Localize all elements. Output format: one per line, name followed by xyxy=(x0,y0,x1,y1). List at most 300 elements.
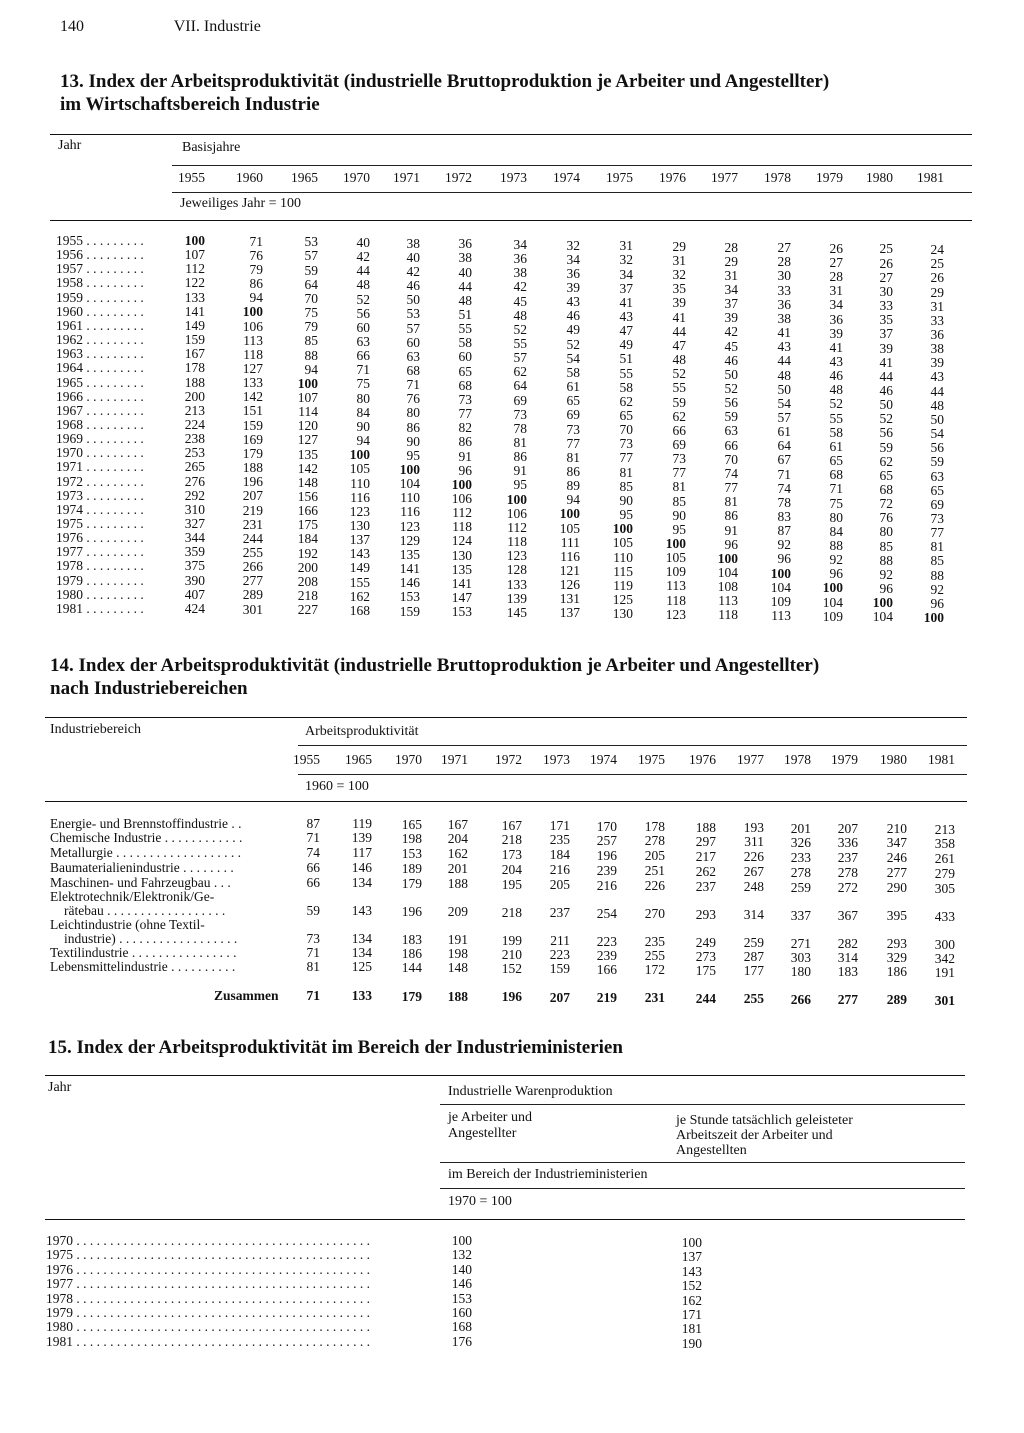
table-cell: 78 xyxy=(777,494,791,510)
table-cell: 81 xyxy=(566,449,580,465)
total-label: Zusammen xyxy=(214,988,279,1003)
table-cell: 326 xyxy=(790,834,811,850)
table-cell: 69 xyxy=(930,496,944,512)
table-cell: 238 xyxy=(184,431,205,447)
table-cell: 37 xyxy=(724,296,738,312)
table-cell: 56 xyxy=(930,440,944,456)
table-cell: 87 xyxy=(777,523,791,539)
table-cell: 79 xyxy=(249,261,263,277)
col-a-cell: 160 xyxy=(451,1305,472,1320)
table-cell: 66 xyxy=(672,422,686,438)
table-cell: 123 xyxy=(349,503,370,519)
industry-label: rätebau . . . . . . . . . . . . . . . . . . xyxy=(64,903,226,918)
table14-base-note: 1960 = 100 xyxy=(305,779,369,794)
table-cell: 301 xyxy=(242,601,263,617)
table-cell: 314 xyxy=(837,949,858,965)
table-cell: 77 xyxy=(619,450,633,466)
table-cell: 211 xyxy=(550,933,570,949)
table-row-year: 1961 . . . . . . . . . xyxy=(56,317,144,333)
table-cell: 34 xyxy=(513,236,527,252)
table-cell: 276 xyxy=(184,473,205,489)
table-row-year: 1959 . . . . . . . . . xyxy=(56,289,144,305)
table-cell: 26 xyxy=(930,270,944,286)
table-cell: 80 xyxy=(829,509,843,525)
table-cell: 227 xyxy=(297,602,318,618)
table-cell: 30 xyxy=(777,268,791,284)
base-year-header: 1977 xyxy=(711,170,738,185)
table-cell: 134 xyxy=(351,945,372,961)
industry-label: Energie- und Brennstoffindustrie . . xyxy=(50,816,242,831)
table-cell: 186 xyxy=(401,945,422,961)
table-cell: 218 xyxy=(501,831,522,847)
table-cell: 196 xyxy=(242,474,263,490)
table-cell: 224 xyxy=(184,416,205,432)
table-cell: 287 xyxy=(743,949,764,965)
table-cell: 168 xyxy=(349,602,370,618)
table-cell: 105 xyxy=(349,461,370,477)
table-cell: 36 xyxy=(930,327,944,342)
table-cell: 29 xyxy=(672,238,686,254)
table-row-year: 1973 . . . . . . . . . xyxy=(56,487,144,503)
year-header: 1980 xyxy=(880,752,907,767)
industry-label: Chemische Industrie . . . . . . . . . . . . xyxy=(50,830,243,845)
table-cell: 80 xyxy=(356,390,370,406)
table-cell: 266 xyxy=(242,559,263,575)
table-cell: 66 xyxy=(724,437,738,453)
table-cell: 39 xyxy=(566,280,580,295)
table15-header-bottom-rule xyxy=(45,1219,965,1220)
table-cell: 77 xyxy=(458,406,472,422)
table-cell: 77 xyxy=(672,465,686,481)
table-row-year: 1955 . . . . . . . . . xyxy=(56,233,144,248)
table-cell: 65 xyxy=(458,363,472,379)
table-cell: 70 xyxy=(304,290,318,306)
table-cell: 62 xyxy=(879,453,893,469)
table-cell: 216 xyxy=(549,862,570,878)
table-cell: 88 xyxy=(829,537,843,553)
table-cell: 60 xyxy=(458,349,472,365)
table-cell: 49 xyxy=(619,337,633,353)
table-row-year: 1964 . . . . . . . . . xyxy=(56,360,144,376)
year-header: 1955 xyxy=(293,752,320,767)
total-cell: 207 xyxy=(549,989,570,1005)
table-cell: 433 xyxy=(934,908,955,924)
table-cell: 100 xyxy=(184,233,205,248)
table-cell: 257 xyxy=(596,832,617,848)
table-cell: 65 xyxy=(566,393,580,409)
table15-top-rule xyxy=(45,1075,965,1076)
table-cell: 88 xyxy=(304,347,318,363)
table-cell: 27 xyxy=(829,254,843,270)
table-cell: 85 xyxy=(304,333,318,349)
table-cell: 137 xyxy=(349,532,370,548)
table-cell: 188 xyxy=(695,819,716,835)
table-cell: 219 xyxy=(242,502,263,518)
table-cell: 233 xyxy=(790,849,811,865)
table-cell: 104 xyxy=(717,564,738,580)
table-cell: 56 xyxy=(724,395,738,411)
table-cell: 90 xyxy=(406,433,420,449)
table-cell: 106 xyxy=(451,490,472,506)
table-cell: 36 xyxy=(458,236,472,252)
table-cell: 259 xyxy=(790,879,811,895)
table-cell: 41 xyxy=(829,339,843,355)
table-cell: 56 xyxy=(356,305,370,321)
year-header: 1981 xyxy=(928,752,955,767)
table-row-year: 1974 . . . . . . . . . xyxy=(56,501,144,517)
chapter-title: VII. Industrie xyxy=(173,18,261,35)
total-cell: 277 xyxy=(837,991,858,1007)
table-cell: 82 xyxy=(458,420,472,436)
industry-label: Elektrotechnik/Elektronik/Ge- xyxy=(50,889,215,904)
table-cell: 52 xyxy=(513,321,527,337)
table-cell: 89 xyxy=(566,478,580,494)
col-a-cell: 132 xyxy=(451,1247,472,1263)
table-cell: 25 xyxy=(879,241,893,257)
table-cell: 193 xyxy=(743,820,764,836)
table-cell: 170 xyxy=(596,818,617,834)
table-cell: 127 xyxy=(242,361,263,376)
table-cell: 73 xyxy=(513,406,527,422)
table-cell: 55 xyxy=(619,365,633,381)
table-cell: 47 xyxy=(672,337,686,353)
table-cell: 424 xyxy=(184,600,205,616)
table15-area-note: im Bereich der Industrieministerien xyxy=(448,1167,648,1182)
table-cell: 278 xyxy=(644,833,665,849)
table-cell: 143 xyxy=(351,903,372,919)
table-cell: 40 xyxy=(458,264,472,280)
table-row-year: 1981 . . . . . . . . . xyxy=(56,600,144,616)
table-cell: 46 xyxy=(829,368,843,384)
total-cell: 179 xyxy=(401,988,422,1004)
year-header: 1965 xyxy=(345,752,372,767)
table-cell: 188 xyxy=(242,460,263,476)
table-cell: 30 xyxy=(879,283,893,299)
table-cell: 73 xyxy=(566,421,580,437)
table-cell: 92 xyxy=(777,537,791,553)
table-cell: 67 xyxy=(777,452,791,468)
table-cell: 73 xyxy=(672,451,686,467)
table-cell: 35 xyxy=(879,312,893,328)
table-row-year: 1978 . . . . . . . . . xyxy=(56,558,144,574)
table-cell: 110 xyxy=(400,490,420,506)
table-cell: 28 xyxy=(829,269,843,285)
table15-title: 15. Index der Arbeitsproduktivität im Bereich der Industrieministerien xyxy=(48,1037,623,1058)
table-cell: 195 xyxy=(501,876,522,892)
table-cell: 65 xyxy=(619,408,633,423)
table-cell: 51 xyxy=(619,351,633,367)
total-cell: 301 xyxy=(934,992,955,1008)
table-cell: 117 xyxy=(352,845,372,861)
total-cell: 231 xyxy=(644,990,665,1006)
table-cell: 105 xyxy=(612,535,633,551)
table-cell: 52 xyxy=(566,336,580,352)
col-a-cell: 140 xyxy=(451,1261,472,1277)
table-cell: 131 xyxy=(559,591,580,607)
table-cell: 78 xyxy=(513,420,527,436)
table-cell: 36 xyxy=(829,311,843,327)
table-cell: 130 xyxy=(349,517,370,533)
table-cell: 46 xyxy=(724,352,738,368)
table-cell: 58 xyxy=(829,424,843,440)
table-cell: 39 xyxy=(829,325,843,341)
table-cell: 271 xyxy=(790,935,811,951)
table-cell: 145 xyxy=(506,604,527,620)
table-cell: 46 xyxy=(406,278,420,294)
table-cell: 42 xyxy=(356,249,370,265)
table-cell: 135 xyxy=(297,446,318,462)
table-cell: 41 xyxy=(672,309,686,325)
total-cell: 196 xyxy=(501,989,522,1005)
table-cell: 148 xyxy=(447,960,468,976)
table-cell: 74 xyxy=(777,480,791,496)
table-cell: 128 xyxy=(506,562,527,578)
total-cell: 219 xyxy=(596,990,617,1006)
table-cell: 38 xyxy=(406,235,420,251)
table-cell: 70 xyxy=(724,451,738,467)
table-cell: 110 xyxy=(613,549,633,565)
table-cell: 293 xyxy=(886,936,907,952)
table-cell: 191 xyxy=(934,964,955,980)
table-cell: 38 xyxy=(777,310,791,326)
table-cell: 146 xyxy=(399,575,420,591)
table-cell: 159 xyxy=(549,961,570,977)
table-cell: 51 xyxy=(458,307,472,322)
industry-label: Baumaterialienindustrie . . . . . . . . xyxy=(50,860,234,875)
table-cell: 204 xyxy=(447,831,468,847)
table-cell: 38 xyxy=(513,265,527,281)
table-cell: 153 xyxy=(401,845,422,861)
table-cell: 95 xyxy=(513,477,527,493)
table-cell: 63 xyxy=(930,468,944,484)
table-cell: 59 xyxy=(724,409,738,425)
table-cell: 31 xyxy=(724,267,738,283)
table-cell: 119 xyxy=(352,816,372,832)
base-year-header: 1970 xyxy=(343,170,370,185)
table-row-year: 1970 . . . . . . . . . xyxy=(56,445,144,461)
table-cell: 151 xyxy=(242,403,263,419)
base-year-header: 1971 xyxy=(393,170,420,185)
table-cell: 231 xyxy=(242,516,263,532)
table-cell: 267 xyxy=(743,864,764,880)
table-row-year: 1968 . . . . . . . . . xyxy=(56,416,144,432)
table-cell: 86 xyxy=(724,508,738,524)
table-cell: 139 xyxy=(506,590,527,606)
year-header: 1978 xyxy=(784,752,811,767)
table-cell: 74 xyxy=(306,845,320,860)
table-cell: 39 xyxy=(879,340,893,356)
table-cell: 63 xyxy=(356,334,370,349)
table-cell: 76 xyxy=(879,510,893,526)
table-cell: 77 xyxy=(930,525,944,541)
base-year-header: 1978 xyxy=(764,170,791,185)
table-cell: 188 xyxy=(184,374,205,390)
table-cell: 153 xyxy=(451,604,472,620)
table-cell: 137 xyxy=(559,605,580,621)
table-cell: 43 xyxy=(930,369,944,385)
table-row-year: 1980 . . . . . . . . . . . . . . . . . . . . . . . . . . . . . . . . . . . . . . . . . . . . xyxy=(46,1319,370,1335)
table-cell: 70 xyxy=(619,422,633,438)
col-b-cell: 190 xyxy=(681,1335,702,1351)
table-cell: 107 xyxy=(184,247,205,263)
col-b-cell: 162 xyxy=(681,1292,702,1308)
table-cell: 113 xyxy=(666,578,686,594)
table-cell: 407 xyxy=(184,586,205,602)
table-cell: 34 xyxy=(566,251,580,267)
table-cell: 347 xyxy=(886,835,907,851)
year-header: 1977 xyxy=(737,752,764,767)
table14-top-rule xyxy=(45,717,967,718)
table-cell: 75 xyxy=(356,376,370,392)
table-cell: 278 xyxy=(790,864,811,880)
table-cell: 52 xyxy=(672,366,686,382)
table-row-year: 1976 . . . . . . . . . . . . . . . . . . . . . . . . . . . . . . . . . . . . . . . . . . . . xyxy=(46,1261,370,1277)
table-cell: 116 xyxy=(560,548,580,564)
base-year-header: 1973 xyxy=(500,170,527,185)
table-cell: 86 xyxy=(249,276,263,292)
table-cell: 100 xyxy=(923,610,944,625)
table-cell: 81 xyxy=(724,494,738,510)
table-cell: 65 xyxy=(930,482,944,498)
table-cell: 50 xyxy=(930,411,944,427)
table-cell: 106 xyxy=(242,318,263,334)
table-cell: 44 xyxy=(879,368,893,384)
table-cell: 201 xyxy=(447,861,468,877)
table-row-year: 1965 . . . . . . . . . xyxy=(56,374,144,390)
table-cell: 45 xyxy=(724,338,738,354)
table-cell: 36 xyxy=(513,251,527,267)
table-cell: 311 xyxy=(744,834,764,850)
table-cell: 119 xyxy=(613,577,633,593)
table-cell: 108 xyxy=(717,579,738,595)
industry-label: Lebensmittelindustrie . . . . . . . . . . xyxy=(50,959,236,974)
table-cell: 100 xyxy=(242,304,263,320)
table-cell: 61 xyxy=(829,438,843,454)
table-cell: 253 xyxy=(184,445,205,461)
base-year-header: 1974 xyxy=(553,170,580,185)
table-cell: 54 xyxy=(777,395,791,411)
table-cell: 159 xyxy=(242,417,263,433)
table-cell: 121 xyxy=(559,563,580,578)
table-cell: 33 xyxy=(930,312,944,328)
table-cell: 33 xyxy=(777,282,791,298)
table-cell: 96 xyxy=(777,551,791,567)
table-cell: 71 xyxy=(356,362,370,378)
base-year-header: 1955 xyxy=(178,170,205,185)
table-cell: 344 xyxy=(184,530,205,546)
table-cell: 200 xyxy=(184,388,205,404)
base-year-header: 1981 xyxy=(917,170,944,185)
table-cell: 48 xyxy=(356,277,370,293)
table-cell: 80 xyxy=(879,524,893,540)
table-cell: 305 xyxy=(934,880,955,896)
table15-rule-3 xyxy=(440,1162,965,1163)
table-cell: 53 xyxy=(406,306,420,322)
base-year-header: 1979 xyxy=(816,170,843,185)
table-cell: 71 xyxy=(306,945,320,960)
table-cell: 84 xyxy=(356,404,370,420)
table15-year-header: Jahr xyxy=(48,1080,72,1095)
table-cell: 106 xyxy=(506,505,527,521)
table-cell: 48 xyxy=(829,382,843,398)
table-cell: 44 xyxy=(777,353,791,369)
table-cell: 32 xyxy=(672,267,686,283)
table-cell: 213 xyxy=(184,402,205,418)
table-cell: 81 xyxy=(306,959,320,974)
col-b-cell: 137 xyxy=(681,1249,702,1265)
table-cell: 244 xyxy=(242,530,263,546)
table-cell: 104 xyxy=(822,594,843,610)
table-cell: 85 xyxy=(619,478,633,494)
table-row-year: 1971 . . . . . . . . . xyxy=(56,459,144,475)
table-cell: 95 xyxy=(619,507,633,523)
industry-label: Maschinen- und Fahrzeugbau . . . xyxy=(50,875,231,890)
table-cell: 55 xyxy=(672,380,686,396)
table-row-year: 1977 . . . . . . . . . . . . . . . . . . . . . . . . . . . . . . . . . . . . . . . . . . . . xyxy=(46,1276,370,1292)
table-cell: 265 xyxy=(184,459,205,475)
table-cell: 336 xyxy=(837,834,858,850)
table-cell: 85 xyxy=(879,538,893,554)
table-cell: 56 xyxy=(879,425,893,441)
table-cell: 210 xyxy=(886,821,907,837)
table-cell: 186 xyxy=(886,964,907,980)
table-row-year: 1960 . . . . . . . . . xyxy=(56,303,144,319)
table-cell: 50 xyxy=(406,292,420,308)
table-cell: 35 xyxy=(672,281,686,297)
table13-year-header: Jahr xyxy=(58,138,82,153)
table-cell: 58 xyxy=(566,364,580,380)
table-cell: 88 xyxy=(879,552,893,568)
table13-header-bottom-rule xyxy=(50,220,972,221)
table-cell: 149 xyxy=(184,317,205,333)
table-cell: 395 xyxy=(886,908,907,924)
table-cell: 207 xyxy=(837,820,858,836)
table-cell: 259 xyxy=(743,935,764,951)
table-cell: 116 xyxy=(350,489,370,505)
table-row-year: 1975 . . . . . . . . . . . . . . . . . . . . . . . . . . . . . . . . . . . . . . . . . . . . xyxy=(46,1247,370,1263)
table-cell: 64 xyxy=(513,378,527,394)
table-row-year: 1972 . . . . . . . . . xyxy=(56,473,144,489)
table-cell: 43 xyxy=(777,339,791,355)
table-row-year: 1970 . . . . . . . . . . . . . . . . . . . . . . . . . . . . . . . . . . . . . . . . . . . . xyxy=(46,1233,370,1248)
table-cell: 152 xyxy=(501,960,522,976)
table-cell: 27 xyxy=(777,240,791,256)
table-cell: 100 xyxy=(665,536,686,551)
table-cell: 237 xyxy=(695,878,716,894)
table-cell: 65 xyxy=(829,453,843,469)
table-cell: 62 xyxy=(619,393,633,409)
table-cell: 123 xyxy=(665,606,686,622)
table-cell: 33 xyxy=(879,298,893,314)
table-cell: 189 xyxy=(401,860,422,876)
table-cell: 80 xyxy=(406,405,420,421)
table-cell: 169 xyxy=(242,431,263,447)
table-cell: 34 xyxy=(619,266,633,282)
table-cell: 159 xyxy=(399,603,420,619)
table-cell: 198 xyxy=(447,946,468,962)
table-row-year: 1969 . . . . . . . . . xyxy=(56,431,144,447)
table-cell: 359 xyxy=(184,544,205,560)
table-cell: 149 xyxy=(349,560,370,576)
table-row-year: 1967 . . . . . . . . . xyxy=(56,402,144,418)
table-cell: 262 xyxy=(695,863,716,879)
table-cell: 273 xyxy=(695,948,716,964)
table-cell: 261 xyxy=(934,850,955,866)
table-cell: 57 xyxy=(513,350,527,366)
table-cell: 94 xyxy=(356,433,370,449)
table-cell: 177 xyxy=(743,963,764,979)
table-cell: 34 xyxy=(724,281,738,297)
